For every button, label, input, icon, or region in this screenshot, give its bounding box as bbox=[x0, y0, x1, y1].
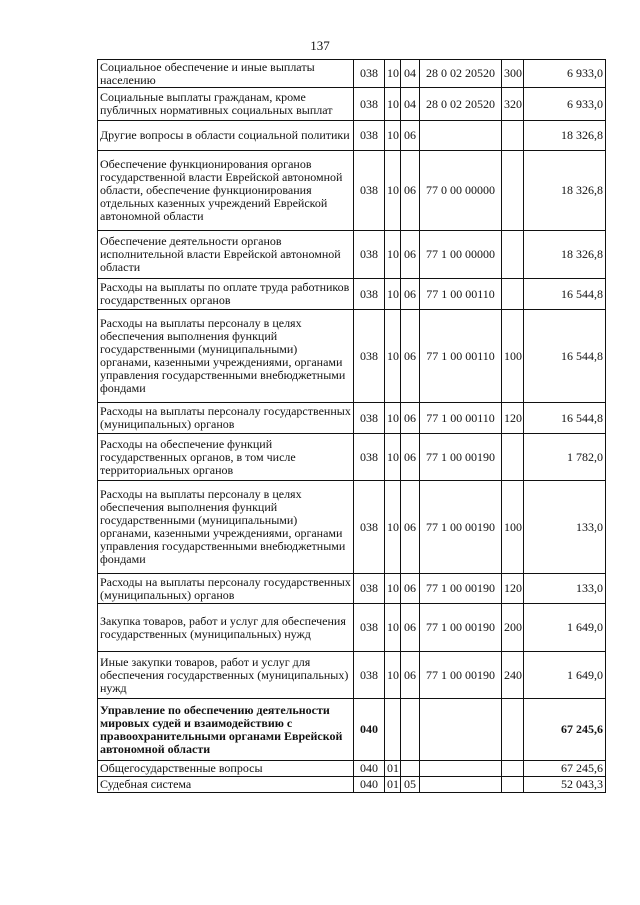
row-ved-code: 038 bbox=[354, 481, 385, 574]
table-row bbox=[98, 231, 606, 279]
row-expense-type-code bbox=[502, 121, 524, 151]
row-amount: 6 933,0 bbox=[524, 88, 606, 121]
row-target-article-code bbox=[420, 777, 502, 793]
row-name: Другие вопросы в области социальной политики bbox=[98, 121, 354, 151]
row-name: Расходы на выплаты персоналу в целях обеспечения выполнения функций государственными (муниципальными) органами, казенными учреждениями, органами управления государственными внебюджетными фондами bbox=[98, 481, 354, 574]
row-target-article-code: 77 1 00 00190 bbox=[420, 574, 502, 604]
row-name: Расходы на выплаты персоналу государственных (муниципальных) органов bbox=[98, 403, 354, 434]
row-expense-type-code bbox=[502, 151, 524, 231]
row-ved-code: 038 bbox=[354, 310, 385, 403]
row-target-article-code: 28 0 02 20520 bbox=[420, 60, 502, 88]
row-target-article-code: 77 1 00 00110 bbox=[420, 279, 502, 310]
row-name: Расходы на обеспечение функций государственных органов, в том числе территориальных органов bbox=[98, 434, 354, 481]
row-target-article-code: 77 1 00 00190 bbox=[420, 481, 502, 574]
row-section-code: 10 bbox=[385, 481, 401, 574]
row-ved-code: 038 bbox=[354, 434, 385, 481]
row-amount: 16 544,8 bbox=[524, 403, 606, 434]
row-subsection-code: 06 bbox=[401, 574, 420, 604]
table-row bbox=[98, 652, 606, 699]
page-number: 137 bbox=[310, 38, 330, 53]
row-name: Закупка товаров, работ и услуг для обеспечения государственных (муниципальных) нужд bbox=[98, 604, 354, 652]
row-name: Управление по обеспечению деятельности мировых судей и взаимодействию с правоохранительными органами Еврейской автономной области bbox=[98, 699, 354, 761]
row-ved-code: 038 bbox=[354, 652, 385, 699]
row-subsection-code: 04 bbox=[401, 88, 420, 121]
row-amount: 16 544,8 bbox=[524, 310, 606, 403]
row-expense-type-code bbox=[502, 231, 524, 279]
table-row bbox=[98, 279, 606, 310]
budget-table bbox=[97, 59, 606, 793]
row-section-code: 10 bbox=[385, 574, 401, 604]
row-name: Судебная система bbox=[98, 777, 354, 793]
row-amount: 67 245,6 bbox=[524, 761, 606, 777]
row-amount: 52 043,3 bbox=[524, 777, 606, 793]
row-name: Расходы на выплаты по оплате труда работников государственных органов bbox=[98, 279, 354, 310]
row-ved-code: 038 bbox=[354, 604, 385, 652]
row-expense-type-code: 100 bbox=[502, 481, 524, 574]
row-ved-code: 038 bbox=[354, 88, 385, 121]
row-amount: 18 326,8 bbox=[524, 231, 606, 279]
row-subsection-code: 06 bbox=[401, 310, 420, 403]
row-ved-code: 040 bbox=[354, 761, 385, 777]
row-ved-code: 038 bbox=[354, 231, 385, 279]
row-expense-type-code: 240 bbox=[502, 652, 524, 699]
row-expense-type-code: 320 bbox=[502, 88, 524, 121]
row-name: Социальное обеспечение и иные выплаты населению bbox=[98, 60, 354, 88]
table-row bbox=[98, 151, 606, 231]
row-amount: 6 933,0 bbox=[524, 60, 606, 88]
row-amount: 18 326,8 bbox=[524, 121, 606, 151]
row-section-code: 10 bbox=[385, 88, 401, 121]
row-target-article-code: 77 1 00 00110 bbox=[420, 310, 502, 403]
row-ved-code: 040 bbox=[354, 699, 385, 761]
row-target-article-code bbox=[420, 121, 502, 151]
row-ved-code: 038 bbox=[354, 574, 385, 604]
row-expense-type-code: 100 bbox=[502, 310, 524, 403]
row-target-article-code: 77 0 00 00000 bbox=[420, 151, 502, 231]
row-name: Социальные выплаты гражданам, кроме публичных нормативных социальных выплат bbox=[98, 88, 354, 121]
table-row bbox=[98, 60, 606, 88]
table-row bbox=[98, 403, 606, 434]
row-expense-type-code bbox=[502, 777, 524, 793]
row-ved-code: 038 bbox=[354, 151, 385, 231]
row-subsection-code: 06 bbox=[401, 151, 420, 231]
row-amount: 133,0 bbox=[524, 574, 606, 604]
row-ved-code: 040 bbox=[354, 777, 385, 793]
row-subsection-code bbox=[401, 699, 420, 761]
row-ved-code: 038 bbox=[354, 60, 385, 88]
row-expense-type-code: 200 bbox=[502, 604, 524, 652]
row-amount: 18 326,8 bbox=[524, 151, 606, 231]
row-target-article-code bbox=[420, 761, 502, 777]
row-name: Общегосударственные вопросы bbox=[98, 761, 354, 777]
row-section-code: 10 bbox=[385, 310, 401, 403]
table-row bbox=[98, 574, 606, 604]
row-section-code bbox=[385, 699, 401, 761]
row-section-code: 10 bbox=[385, 279, 401, 310]
row-section-code: 01 bbox=[385, 761, 401, 777]
row-amount: 1 782,0 bbox=[524, 434, 606, 481]
row-expense-type-code bbox=[502, 761, 524, 777]
row-section-code: 10 bbox=[385, 652, 401, 699]
row-subsection-code: 06 bbox=[401, 481, 420, 574]
table-row bbox=[98, 777, 606, 793]
row-amount: 67 245,6 bbox=[524, 699, 606, 761]
row-amount: 16 544,8 bbox=[524, 279, 606, 310]
row-target-article-code: 77 1 00 00190 bbox=[420, 652, 502, 699]
row-expense-type-code: 300 bbox=[502, 60, 524, 88]
row-amount: 133,0 bbox=[524, 481, 606, 574]
table-row bbox=[98, 310, 606, 403]
row-target-article-code: 77 1 00 00190 bbox=[420, 434, 502, 481]
row-ved-code: 038 bbox=[354, 279, 385, 310]
row-target-article-code: 28 0 02 20520 bbox=[420, 88, 502, 121]
row-section-code: 10 bbox=[385, 151, 401, 231]
row-section-code: 10 bbox=[385, 60, 401, 88]
row-target-article-code: 77 1 00 00000 bbox=[420, 231, 502, 279]
row-subsection-code: 06 bbox=[401, 403, 420, 434]
row-ved-code: 038 bbox=[354, 121, 385, 151]
row-subsection-code: 06 bbox=[401, 279, 420, 310]
row-subsection-code: 06 bbox=[401, 121, 420, 151]
row-subsection-code bbox=[401, 761, 420, 777]
row-amount: 1 649,0 bbox=[524, 652, 606, 699]
row-name: Иные закупки товаров, работ и услуг для обеспечения государственных (муниципальных) нужд bbox=[98, 652, 354, 699]
row-target-article-code: 77 1 00 00110 bbox=[420, 403, 502, 434]
row-expense-type-code bbox=[502, 699, 524, 761]
row-expense-type-code bbox=[502, 279, 524, 310]
table-row bbox=[98, 699, 606, 761]
row-amount: 1 649,0 bbox=[524, 604, 606, 652]
row-section-code: 10 bbox=[385, 231, 401, 279]
row-name: Расходы на выплаты персоналу государственных (муниципальных) органов bbox=[98, 574, 354, 604]
row-subsection-code: 06 bbox=[401, 231, 420, 279]
row-section-code: 10 bbox=[385, 403, 401, 434]
row-section-code: 01 bbox=[385, 777, 401, 793]
row-subsection-code: 05 bbox=[401, 777, 420, 793]
row-section-code: 10 bbox=[385, 434, 401, 481]
table-row bbox=[98, 121, 606, 151]
row-subsection-code: 06 bbox=[401, 652, 420, 699]
row-expense-type-code: 120 bbox=[502, 403, 524, 434]
row-subsection-code: 06 bbox=[401, 604, 420, 652]
row-name: Обеспечение деятельности органов исполнительной власти Еврейской автономной области bbox=[98, 231, 354, 279]
row-subsection-code: 06 bbox=[401, 434, 420, 481]
table-row bbox=[98, 604, 606, 652]
row-section-code: 10 bbox=[385, 121, 401, 151]
table-row bbox=[98, 88, 606, 121]
table-row bbox=[98, 434, 606, 481]
row-expense-type-code: 120 bbox=[502, 574, 524, 604]
table-row bbox=[98, 761, 606, 777]
table-row bbox=[98, 481, 606, 574]
row-subsection-code: 04 bbox=[401, 60, 420, 88]
row-name: Обеспечение функционирования органов государственной власти Еврейской автономной области, обеспечение функционирования отдельных казенных учреждений Еврейской автономной области bbox=[98, 151, 354, 231]
row-name: Расходы на выплаты персоналу в целях обеспечения выполнения функций государственными (муниципальными) органами, казенными учреждениями, органами управления государственными внебюджетными фондами bbox=[98, 310, 354, 403]
row-section-code: 10 bbox=[385, 604, 401, 652]
row-target-article-code: 77 1 00 00190 bbox=[420, 604, 502, 652]
budget-table-body bbox=[98, 60, 606, 793]
row-target-article-code bbox=[420, 699, 502, 761]
row-expense-type-code bbox=[502, 434, 524, 481]
row-ved-code: 038 bbox=[354, 403, 385, 434]
